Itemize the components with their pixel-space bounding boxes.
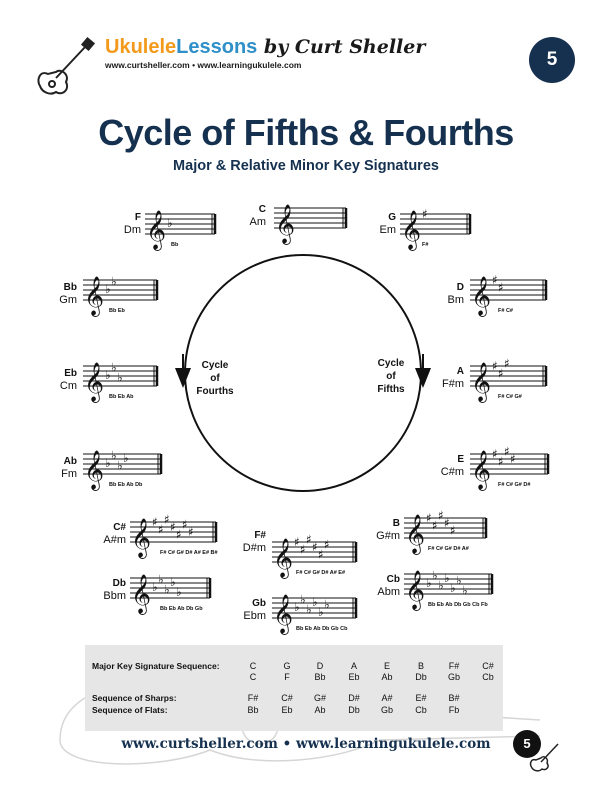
major-sequence-bottom-cell: Gb: [447, 672, 460, 682]
page-subtitle: Major & Relative Minor Key Signatures: [173, 158, 439, 174]
sharp-icon: ♯: [450, 523, 456, 538]
flats-sequence-cell: Cb: [415, 705, 427, 715]
major-key-label: B: [392, 518, 400, 529]
flat-icon: ♭: [105, 456, 111, 470]
minor-key-label: G#m: [376, 530, 400, 542]
major-sequence-top-cell: C: [249, 661, 257, 671]
sharps-sequence-label: Sequence of Sharps:: [92, 693, 177, 703]
sharp-icon: ♯: [170, 520, 176, 534]
major-key-label: C: [258, 204, 266, 215]
treble-clef-icon: 𝄞: [405, 514, 426, 554]
sharp-icon: ♯: [426, 511, 432, 525]
key-block-b: [364, 510, 514, 560]
major-sequence-bottom-cell: Ab: [381, 672, 393, 682]
ukulele-icon: [528, 738, 564, 772]
key-block-a: [432, 358, 562, 408]
flats-sequence-cell: Eb: [281, 705, 293, 715]
flat-icon: ♭: [176, 585, 182, 599]
key-block-d: [432, 272, 562, 322]
minor-key-label: F#m: [442, 378, 464, 390]
key-block-g: [360, 206, 490, 256]
flats-sequence-label: Sequence of Flats:: [92, 705, 168, 715]
treble-clef-icon: 𝄞: [471, 276, 492, 316]
accidentals-label: Bb Eb: [109, 308, 125, 314]
major-key-label: D: [456, 282, 464, 293]
sharp-icon: ♯: [158, 522, 164, 537]
flat-icon: ♭: [300, 592, 306, 607]
flat-icon: ♭: [123, 451, 129, 465]
sharp-icon: ♯: [182, 517, 188, 532]
flats-sequence-cell: Gb: [380, 705, 393, 715]
down-arrow-icon: [175, 354, 191, 388]
minor-key-label: Bbm: [103, 590, 126, 602]
flat-icon: ♭: [111, 274, 117, 289]
flat-icon: ♭: [306, 602, 312, 617]
flat-icon: ♭: [111, 360, 117, 375]
flats-sequence-cell: Fb: [448, 705, 460, 715]
treble-clef-icon: 𝄞: [146, 210, 167, 250]
staff: [274, 200, 352, 242]
accidentals-label: F# C# G# D# A# E#: [296, 570, 346, 576]
sharps-sequence-cell: C#: [281, 693, 293, 703]
flat-icon: ♭: [426, 576, 432, 590]
major-key-label: Cb: [386, 574, 400, 585]
major-sequence-label: Major Key Signature Sequence:: [92, 661, 220, 671]
accidentals-label: Bb Eb Ab Db Gb: [160, 606, 203, 612]
cycle-of-fifths-label: Cycle of Fifths: [377, 358, 405, 395]
key-block-f: [105, 206, 235, 256]
minor-key-label: Fm: [61, 468, 77, 480]
minor-key-label: Em: [379, 224, 396, 236]
accidentals-label: Bb Eb Ab Db Gb Cb Fb: [428, 602, 488, 608]
key-block-db: [90, 570, 240, 620]
flat-icon: ♭: [117, 370, 123, 385]
sharp-icon: ♯: [444, 516, 450, 530]
flat-icon: ♭: [294, 600, 300, 614]
flat-icon: ♭: [117, 458, 123, 473]
brand-lessons: Lessons: [176, 36, 258, 58]
flat-icon: ♭: [312, 595, 318, 609]
minor-key-label: Am: [249, 216, 266, 228]
sharp-icon: ♯: [498, 280, 504, 295]
sharp-icon: ♯: [504, 444, 510, 459]
accidentals-label: F# C# G# D# A# E# B#: [160, 550, 218, 556]
sharp-icon: ♯: [498, 454, 504, 469]
accidentals-label: Bb Eb Ab Db: [109, 482, 143, 488]
ukulele-logo-icon: [30, 34, 100, 100]
treble-clef-icon: 𝄞: [405, 570, 426, 610]
major-sequence-bottom-cell: C: [249, 672, 257, 682]
header-urls: www.curtsheller.com • www.learningukulele.com: [105, 60, 302, 70]
key-block-gb: [230, 590, 380, 640]
flat-icon: ♭: [450, 581, 456, 595]
flat-icon: ♭: [152, 580, 158, 594]
sharp-icon: ♯: [422, 207, 428, 221]
treble-clef-icon: 𝄞: [273, 538, 294, 578]
treble-clef-icon: 𝄞: [471, 362, 492, 402]
sharp-icon: ♯: [498, 366, 504, 381]
staff: [145, 206, 221, 248]
page-number-badge: 5: [529, 37, 575, 83]
sharp-icon: ♯: [176, 527, 182, 542]
accidentals-label: F# C#: [498, 308, 513, 314]
major-key-label: F#: [254, 530, 266, 541]
sequence-table: [85, 645, 503, 731]
flat-icon: ♭: [105, 282, 111, 296]
major-sequence-top-cell: B: [417, 661, 424, 671]
minor-key-label: C#m: [440, 466, 464, 478]
sharps-sequence-cell: B#: [448, 693, 460, 703]
brand-title: [105, 36, 425, 59]
major-key-label: C#: [113, 522, 126, 533]
treble-clef-icon: 𝄞: [131, 574, 152, 614]
accidentals-label: F# C# G#: [498, 394, 522, 400]
sharp-icon: ♯: [306, 532, 312, 547]
flat-icon: ♭: [105, 368, 111, 382]
minor-key-label: Cm: [59, 380, 77, 392]
treble-clef-icon: 𝄞: [84, 450, 105, 490]
minor-key-label: Ebm: [243, 610, 266, 622]
treble-clef-icon: 𝄞: [84, 276, 105, 316]
flat-icon: ♭: [164, 582, 170, 597]
treble-clef-icon: 𝄞: [401, 210, 422, 250]
treble-clef-icon: 𝄞: [471, 450, 492, 490]
major-sequence-top-cell: G: [283, 661, 291, 671]
flat-icon: ♭: [438, 578, 444, 593]
flats-sequence-cell: Bb: [247, 705, 259, 715]
flat-icon: ♭: [324, 597, 330, 612]
sharps-sequence-cell: G#: [313, 693, 326, 703]
sharp-icon: ♯: [312, 540, 318, 554]
sharps-sequence-cell: F#: [247, 693, 259, 703]
sharp-icon: ♯: [318, 547, 324, 562]
major-sequence-top-cell: A: [350, 661, 357, 671]
accidentals-label: F#: [422, 242, 429, 248]
key-block-c: [230, 200, 360, 250]
key-block-cb: [364, 566, 514, 616]
major-key-label: F: [134, 212, 141, 223]
down-arrow-icon: [415, 354, 431, 388]
major-sequence-bottom-cell: Eb: [348, 672, 360, 682]
key-block-cs: [90, 514, 240, 564]
treble-clef-icon: 𝄞: [273, 594, 294, 634]
accidentals-label: Bb Eb Ab: [109, 394, 134, 400]
key-block-bb: [45, 272, 175, 322]
major-sequence-top-cell: C#: [482, 661, 494, 671]
major-key-label: Db: [112, 578, 126, 589]
sharps-sequence-cell: D#: [348, 693, 360, 703]
major-key-label: Eb: [64, 368, 77, 379]
brand-author: by Curt Sheller: [257, 36, 426, 58]
minor-key-label: A#m: [103, 534, 126, 546]
accidentals-label: Bb Eb Ab Db Gb Cb: [296, 626, 348, 632]
major-sequence-top-cell: E: [383, 661, 390, 671]
treble-clef-icon: 𝄞: [131, 518, 152, 558]
cycle-of-fourths-label: Cycle of Fourths: [196, 360, 234, 397]
sharp-icon: ♯: [504, 356, 510, 371]
accidentals-label: Bb: [171, 242, 179, 248]
flats-sequence-cell: Db: [348, 705, 360, 715]
major-key-label: G: [388, 212, 396, 223]
staff: [400, 206, 476, 248]
flat-icon: ♭: [167, 216, 173, 230]
minor-key-label: D#m: [242, 542, 266, 554]
major-sequence-bottom-cell: Db: [415, 672, 427, 682]
minor-key-label: Abm: [377, 586, 400, 598]
flat-icon: ♭: [170, 575, 176, 589]
sharp-icon: ♯: [492, 447, 498, 461]
flat-icon: ♭: [444, 571, 450, 585]
key-block-ab: [45, 446, 175, 496]
minor-key-label: Bm: [447, 294, 464, 306]
brand-ukulele: Ukulele: [105, 36, 177, 58]
major-key-label: Bb: [63, 282, 77, 293]
sharp-icon: ♯: [324, 537, 330, 552]
sharp-icon: ♯: [492, 273, 498, 287]
major-sequence-bottom-cell: Bb: [314, 672, 326, 682]
sharp-icon: ♯: [164, 512, 170, 527]
major-key-label: Gb: [252, 598, 266, 609]
flats-sequence-cell: Ab: [314, 705, 326, 715]
major-key-label: A: [456, 366, 464, 377]
major-sequence-top-cell: F#: [448, 661, 460, 671]
footer-urls: www.curtsheller.com • www.learningukulele.com: [121, 736, 491, 752]
key-block-e: [432, 446, 562, 496]
flat-icon: ♭: [462, 583, 468, 598]
flat-icon: ♭: [318, 605, 324, 619]
flat-icon: ♭: [432, 568, 438, 583]
accidentals-label: F# C# G# D#: [498, 482, 531, 488]
accidentals-label: F# C# G# D# A#: [428, 546, 469, 552]
flat-icon: ♭: [456, 573, 462, 588]
footer-page-badge: 5: [513, 730, 541, 758]
sharp-icon: ♯: [300, 542, 306, 557]
sharps-sequence-cell: A#: [381, 693, 393, 703]
flat-icon: ♭: [111, 448, 117, 463]
minor-key-label: Gm: [59, 294, 77, 306]
treble-clef-icon: 𝄞: [275, 204, 296, 244]
minor-key-label: Dm: [123, 224, 141, 236]
sharp-icon: ♯: [188, 525, 194, 539]
major-sequence-bottom-cell: F: [284, 672, 290, 682]
sharp-icon: ♯: [492, 359, 498, 373]
treble-clef-icon: 𝄞: [84, 362, 105, 402]
major-key-label: E: [457, 454, 464, 465]
key-block-fs: [230, 530, 380, 580]
sharp-icon: ♯: [294, 535, 300, 549]
major-sequence-top-cell: D: [316, 661, 324, 671]
major-sequence-bottom-cell: Cb: [482, 672, 494, 682]
key-block-eb: [45, 358, 175, 408]
sharp-icon: ♯: [510, 452, 516, 466]
sharp-icon: ♯: [152, 515, 158, 529]
sharp-icon: ♯: [438, 508, 444, 523]
sharps-sequence-cell: E#: [415, 693, 427, 703]
flat-icon: ♭: [158, 572, 164, 587]
sharp-icon: ♯: [432, 518, 438, 533]
page-title: Cycle of Fifths & Fourths: [98, 112, 514, 153]
major-key-label: Ab: [63, 456, 77, 467]
